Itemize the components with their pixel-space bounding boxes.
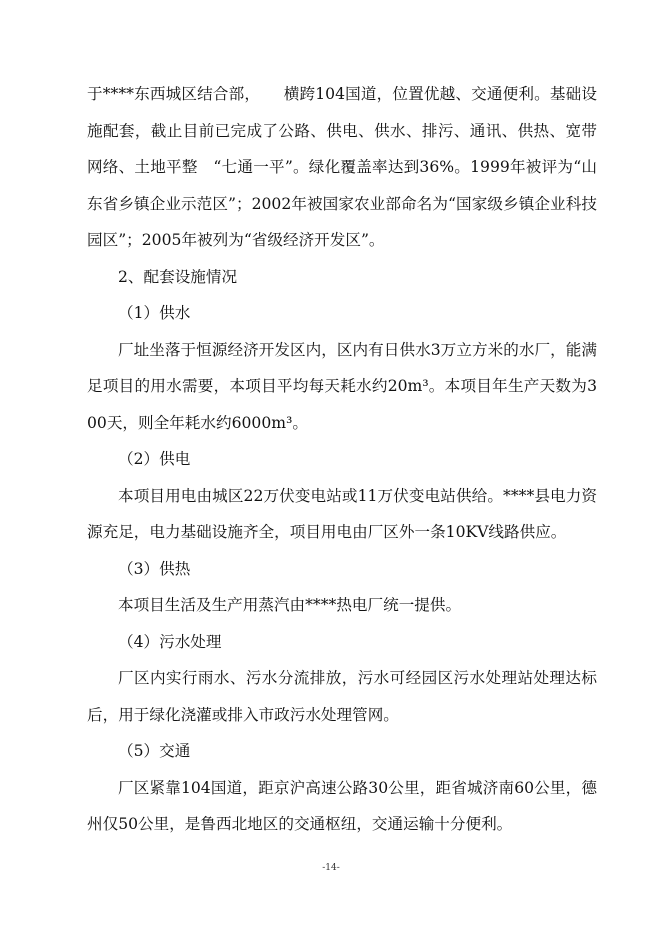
- paragraph-heat-supply: 本项目生活及生产用蒸汽由****热电厂统一提供。: [118, 596, 462, 614]
- paragraph-development-zone-overview: 于****东西城区结合部， 横跨104国道，位置优越、交通便利。基础设施配套，截止目前已完成了公路、供电、供水、排污、通讯、供热、宽带网络、土地平整 “七通一平”。绿化覆盖率达到36%。1999年被评为“山东省乡镇企业示范区”；2002年被国家农业部命名为“国家级乡镇企业科技园区”；2005年被列为“省级经济开发区”。: [87, 85, 597, 249]
- section-heading-supporting-facilities: 2、配套设施情况: [118, 267, 238, 286]
- paragraph-power-supply: 本项目用电由城区22万伏变电站或11万伏变电站供给。****县电力资源充足，电力基础设施齐全，项目用电由厂区外一条10KV线路供应。: [87, 486, 597, 541]
- paragraph-transportation: 厂区紧靠104国道，距京沪高速公路30公里，距省城济南60公里，德州仅50公里，是鲁西北地区的交通枢纽，交通运输十分便利。: [87, 778, 597, 833]
- subheading-power-supply: （2）供电: [118, 450, 191, 468]
- paragraph-wastewater-treatment: 厂区内实行雨水、污水分流排放，污水可经园区污水处理站处理达标后，用于绿化浇灌或排入市政污水处理管网。: [87, 669, 597, 724]
- subheading-water-supply: （1）供水: [118, 304, 191, 322]
- subheading-transportation: （5）交通: [118, 742, 191, 760]
- subheading-wastewater-treatment: （4）污水处理: [118, 632, 222, 651]
- paragraph-water-supply: 厂址坐落于恒源经济开发区内，区内有日供水3万立方米的水厂，能满足项目的用水需要，本项目平均每天耗水约20m³。本项目年生产天数为300天，则全年耗水约6000m³。: [87, 340, 597, 432]
- document-body: [87, 76, 597, 843]
- subheading-heat-supply: （3）供热: [118, 559, 191, 578]
- page-number: -14-: [322, 863, 340, 873]
